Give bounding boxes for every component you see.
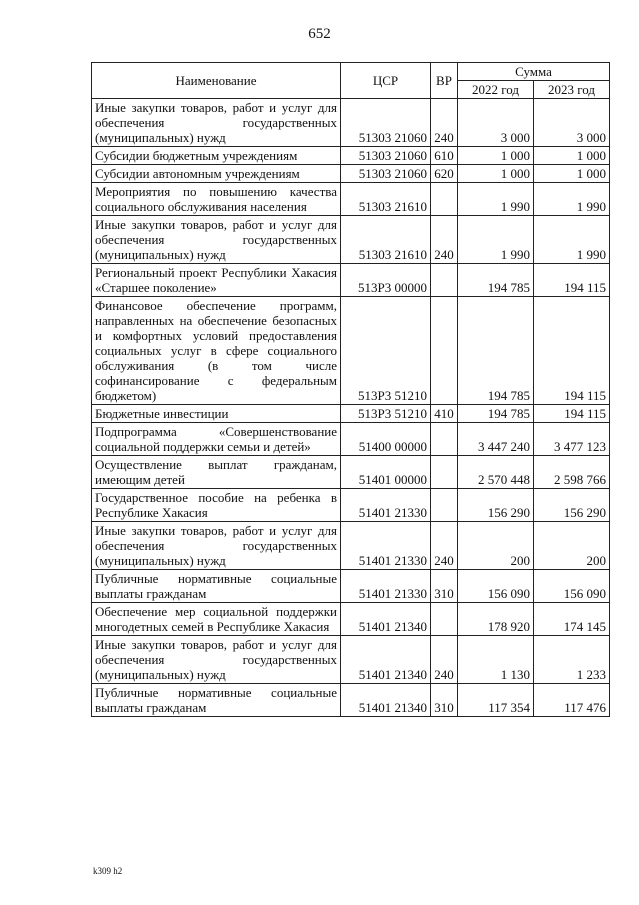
row-csr: 51401 21330 (341, 489, 431, 522)
table-row (92, 165, 610, 183)
row-vr: 240 (431, 99, 458, 147)
row-vr: 620 (431, 165, 458, 183)
row-sum-2023: 3 477 123 (534, 423, 610, 456)
row-sum-2023: 3 000 (534, 99, 610, 147)
row-sum-2023: 1 000 (534, 165, 610, 183)
row-sum-2022: 178 920 (458, 603, 534, 636)
row-name: Региональный проект Республики Хакасия «Старшее поколение» (92, 264, 341, 297)
row-sum-2022: 194 785 (458, 405, 534, 423)
row-sum-2023: 1 990 (534, 216, 610, 264)
row-vr: 310 (431, 684, 458, 717)
row-sum-2022: 1 990 (458, 183, 534, 216)
row-sum-2023: 117 476 (534, 684, 610, 717)
footer-code: k309 h2 (93, 866, 123, 876)
row-sum-2023: 156 290 (534, 489, 610, 522)
row-sum-2022: 1 130 (458, 636, 534, 684)
row-vr (431, 264, 458, 297)
row-vr: 240 (431, 216, 458, 264)
row-sum-2023: 194 115 (534, 297, 610, 405)
row-csr: 51401 21340 (341, 603, 431, 636)
row-sum-2022: 1 990 (458, 216, 534, 264)
table-row (92, 522, 610, 570)
header-year-2022: 2022 год (458, 81, 534, 99)
row-csr: 51303 21060 (341, 147, 431, 165)
table-row (92, 405, 610, 423)
row-name: Иные закупки товаров, работ и услуг для обеспечения государственных (муниципальных) нужд (92, 522, 341, 570)
row-sum-2023: 156 090 (534, 570, 610, 603)
row-name: Осуществление выплат гражданам, имеющим детей (92, 456, 341, 489)
table-row (92, 489, 610, 522)
table-row (92, 423, 610, 456)
row-csr: 51401 21330 (341, 570, 431, 603)
row-vr: 240 (431, 522, 458, 570)
table-row (92, 147, 610, 165)
row-vr: 610 (431, 147, 458, 165)
row-name: Иные закупки товаров, работ и услуг для обеспечения государственных (муниципальных) нужд (92, 216, 341, 264)
table-row (92, 456, 610, 489)
row-vr (431, 456, 458, 489)
row-sum-2022: 2 570 448 (458, 456, 534, 489)
row-vr: 410 (431, 405, 458, 423)
row-sum-2022: 194 785 (458, 264, 534, 297)
row-csr: 51303 21060 (341, 165, 431, 183)
budget-table (91, 62, 610, 717)
row-csr: 513P3 51210 (341, 297, 431, 405)
row-name: Государственное пособие на ребенка в Республике Хакасия (92, 489, 341, 522)
row-csr: 513P3 51210 (341, 405, 431, 423)
table-row (92, 99, 610, 147)
row-name: Субсидии бюджетным учреждениям (92, 147, 341, 165)
row-sum-2023: 194 115 (534, 405, 610, 423)
row-vr (431, 489, 458, 522)
table-row (92, 264, 610, 297)
table-row (92, 216, 610, 264)
row-sum-2022: 1 000 (458, 165, 534, 183)
row-sum-2023: 174 145 (534, 603, 610, 636)
row-name: Подпрограмма «Совершенствование социальной поддержки семьи и детей» (92, 423, 341, 456)
row-csr: 51303 21610 (341, 216, 431, 264)
row-name: Субсидии автономным учреждениям (92, 165, 341, 183)
row-csr: 51401 21330 (341, 522, 431, 570)
row-vr (431, 183, 458, 216)
row-vr (431, 297, 458, 405)
table-row (92, 636, 610, 684)
page-number: 652 (308, 26, 331, 42)
row-csr: 51303 21610 (341, 183, 431, 216)
row-sum-2022: 194 785 (458, 297, 534, 405)
row-csr: 51401 00000 (341, 456, 431, 489)
row-name: Финансовое обеспечение программ, направленных на обеспечение безопасных и комфортных условий предоставления социальных услуг в сфере социального обслуживания (в том числе софинансирование с федеральным бюджетом) (92, 297, 341, 405)
row-sum-2022: 3 447 240 (458, 423, 534, 456)
row-sum-2022: 156 090 (458, 570, 534, 603)
table-row (92, 603, 610, 636)
row-sum-2022: 200 (458, 522, 534, 570)
row-sum-2023: 1 233 (534, 636, 610, 684)
row-sum-2022: 3 000 (458, 99, 534, 147)
table-row (92, 297, 610, 405)
row-csr: 51401 21340 (341, 636, 431, 684)
row-name: Иные закупки товаров, работ и услуг для обеспечения государственных (муниципальных) нужд (92, 636, 341, 684)
row-vr: 240 (431, 636, 458, 684)
row-vr (431, 423, 458, 456)
row-vr: 310 (431, 570, 458, 603)
header-sum: Сумма (458, 63, 610, 81)
row-name: Обеспечение мер социальной поддержки многодетных семей в Республике Хакасия (92, 603, 341, 636)
header-csr: ЦСР (341, 63, 431, 99)
row-sum-2022: 117 354 (458, 684, 534, 717)
row-csr: 51303 21060 (341, 99, 431, 147)
row-csr: 513P3 00000 (341, 264, 431, 297)
row-name: Бюджетные инвестиции (92, 405, 341, 423)
table-row (92, 570, 610, 603)
row-name: Иные закупки товаров, работ и услуг для обеспечения государственных (муниципальных) нужд (92, 99, 341, 147)
row-name: Мероприятия по повышению качества социального обслуживания населения (92, 183, 341, 216)
row-sum-2022: 1 000 (458, 147, 534, 165)
row-sum-2023: 1 990 (534, 183, 610, 216)
row-sum-2023: 1 000 (534, 147, 610, 165)
table-row (92, 183, 610, 216)
row-csr: 51401 21340 (341, 684, 431, 717)
table-body (92, 99, 610, 717)
row-sum-2022: 156 290 (458, 489, 534, 522)
row-vr (431, 603, 458, 636)
table-header (92, 63, 610, 99)
header-year-2023: 2023 год (534, 81, 610, 99)
header-name: Наименование (92, 63, 341, 99)
row-sum-2023: 200 (534, 522, 610, 570)
row-sum-2023: 194 115 (534, 264, 610, 297)
row-name: Публичные нормативные социальные выплаты гражданам (92, 684, 341, 717)
row-name: Публичные нормативные социальные выплаты гражданам (92, 570, 341, 603)
table-row (92, 684, 610, 717)
header-vr: ВР (431, 63, 458, 99)
row-sum-2023: 2 598 766 (534, 456, 610, 489)
row-csr: 51400 00000 (341, 423, 431, 456)
